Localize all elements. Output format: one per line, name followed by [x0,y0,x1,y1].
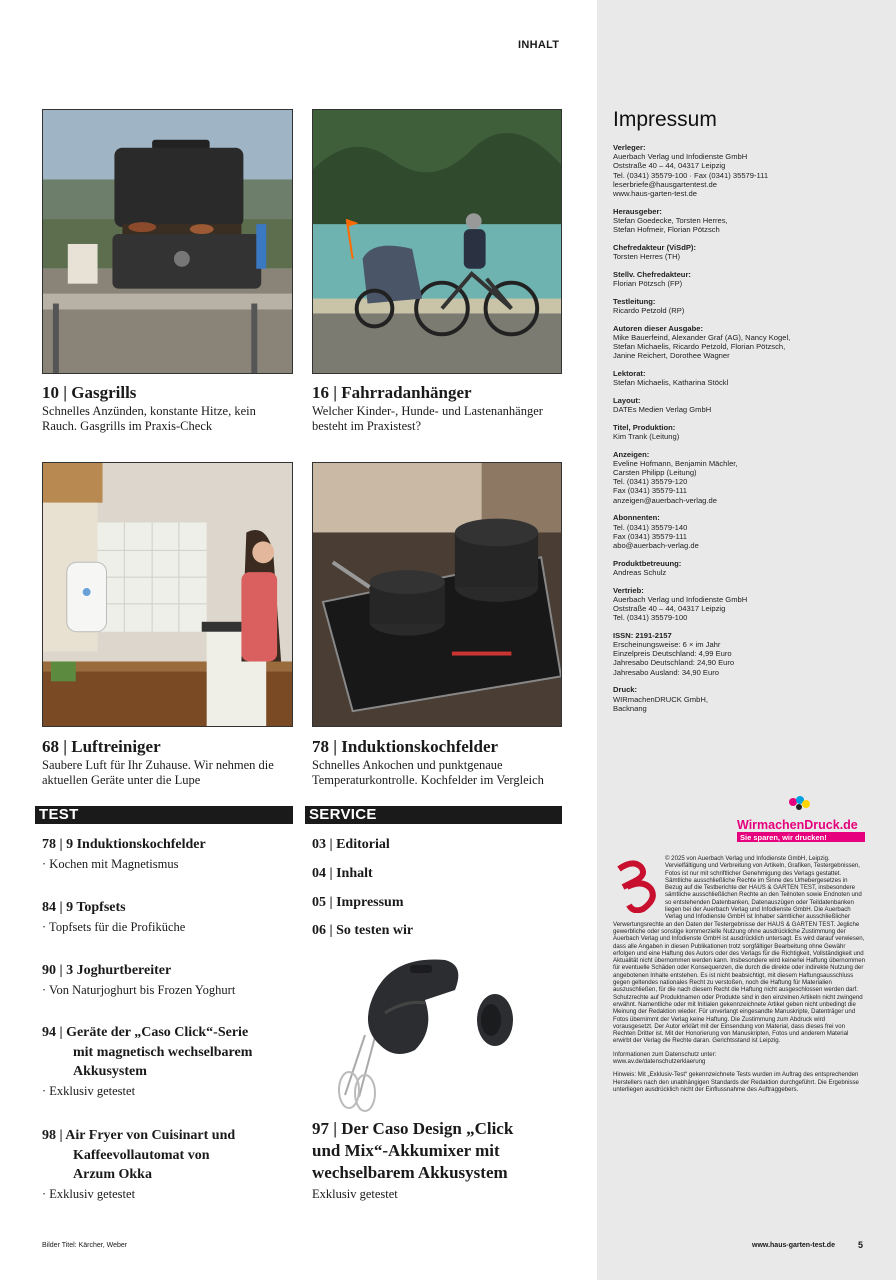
impressum-stellv-chefredakteur [613,270,873,288]
mixer-title-line: wechselbarem Akkusystem [312,1163,508,1182]
impressum-layout [613,396,873,414]
impressum-label: Layout: [613,395,641,405]
impressum-label: Anzeigen: [613,449,650,459]
mixer-desc: Exklusiv getestet [312,1187,398,1201]
impressum-value: Erscheinungsweise: 6 × im Jahr Einzelpreis Deutschland: 4,99 Euro Jahresabo Deutschland: 24,90 Euro Jahresabo Ausland: 34,90 Euro [613,640,735,677]
feature-title: 16 | Fahrradanhänger [312,383,472,402]
luftreiniger-photo[interactable] [42,462,293,727]
toc-entry-induktionskochfelder[interactable] [42,835,282,872]
impressum-label: Lektorat: [613,368,646,378]
section-label: INHALT [518,39,560,51]
impressum-testleitung [613,297,873,315]
impressum-value: Auerbach Verlag und Infodienste GmbH Oststraße 40 – 44, 04317 Leipzig Tel. (0341) 35579-100 [613,594,748,623]
impressum-produktion [613,423,873,441]
feature-title: 68 | Luftreiniger [42,737,161,756]
toc-entry-sub: · Exklusiv getestet [42,1083,136,1098]
mixer-title-line: 97 | Der Caso Design „Click [312,1119,514,1138]
service-entry-inhalt[interactable]: 04 | Inhalt [312,866,373,881]
impressum-issn [613,631,873,677]
impressum-value: Auerbach Verlag und Infodienste GmbH Oststraße 40 – 44, 04317 Leipzig Tel. (0341) 35579-100 · Fax (0341) 35579-111 leserbriefe@hausgartentest.de www.haus-garten-test.de [613,152,769,199]
impressum-label: Verleger: [613,143,646,152]
impressum-herausgeber [613,207,873,235]
toc-entry-sub: · Von Naturjoghurt bis Frozen Yoghurt [42,982,236,997]
impressum-label: Produktbetreuung: [613,558,682,568]
induktionskochfeld-photo[interactable] [312,462,562,727]
impressum-label: Autoren dieser Ausgabe: [613,323,704,333]
toc-entry-sub: · Exklusiv getestet [42,1186,136,1201]
feature-luftreiniger[interactable] [42,737,294,788]
impressum-label: Titel, Produktion: [613,422,676,432]
toc-line: 94 | Geräte der „Caso Click“-Serie [42,1025,249,1040]
impressum-label: Stellv. Chefredakteur: [613,269,691,279]
impressum-label: Chefredakteur (ViSdP): [613,242,696,252]
toc-entry-sub: · Topfsets für die Profiküche [42,919,186,934]
impressum-vertrieb [613,586,873,623]
feature-gasgrills[interactable] [42,383,294,434]
toc-entry-title [42,1023,282,1082]
wirmachendruck-logo [735,796,867,844]
toc-entry-title [42,1126,282,1185]
impressum-value: Andreas Schulz [613,567,667,577]
feature-title: 78 | Induktionskochfelder [312,737,499,756]
feature-induktionskochfelder[interactable] [312,737,564,788]
toc-entry-title: 84 | 9 Topfsets [42,900,126,915]
impressum-value: Kim Trank (Leitung) [613,431,680,441]
service-entry-so-testen-wir[interactable]: 06 | So testen wir [312,923,414,938]
impressum-lektorat [613,369,873,387]
impressum-value: Eveline Hofmann, Benjamin Mächler, Carsten Philipp (Leitung) Tel. (0341) 35579-120 Fax (0341) 35579-111 anzeigen@auerbach-verlag.de [613,458,738,505]
toc-line: mit magnetisch wechselbarem [73,1044,253,1060]
toc-entry-title: 78 | 9 Induktionskochfelder [42,837,206,852]
impressum-value: Stefan Goedecke, Torsten Herres, Stefan Hofmeir, Florian Pötzsch [613,215,728,235]
impressum-verleger [613,143,873,198]
impressum-label: Abonnenten: [613,513,660,523]
toc-entry-joghurtbereiter[interactable] [42,961,282,998]
feature-desc: Schnelles Anzünden, konstante Hitze, kein Rauch. Gasgrills im Praxis-Check [42,404,256,433]
impressum-abonnenten [613,513,873,550]
auerbach-av-logo [613,857,659,913]
druck-logo-slogan: Sie sparen, wir drucken! [740,833,827,842]
copyright-block [613,855,866,1099]
service-section-heading: SERVICE [305,806,562,824]
feature-desc: Saubere Luft für Ihr Zuhause. Wir nehmen die aktuellen Geräte unter die Lupe [42,758,274,787]
toc-line: Akkusystem [73,1064,147,1079]
impressum-label: Testleitung: [613,296,656,306]
toc-entry-title: 90 | 3 Joghurtbereiter [42,963,172,978]
impressum-autoren [613,324,873,361]
website-url[interactable]: www.haus-garten-test.de [752,1242,835,1249]
toc-entry-caso-click[interactable] [42,1023,282,1099]
toc-line: 98 | Air Fryer von Cuisinart und [42,1128,236,1143]
impressum-value: Mike Bauerfeind, Alexander Graf (AG), Nancy Kogel, Stefan Michaelis, Ricardo Petzold, Florian Pötzsch, Janine Reichert, Dorothee Wagner [613,332,791,361]
hinweis-text: Hinweis: Mit „Exklusiv-Test“ gekennzeichnete Tests wurden im Auftrag des entsprechenden Herstellers nach den unabhängigen Standards der Redaktion durchgeführt. Die Ergebnisse unterliegen ausdrücklich nicht der Einflussnahme des Auftraggebers. [613,1071,859,1093]
mixer-title [312,1118,562,1184]
impressum-produktbetreuung [613,559,873,577]
impressum-value: WIRmachenDRUCK GmbH, Backnang [613,694,708,713]
toc-entry-caso-akkumixer[interactable] [312,1118,562,1202]
mixer-title-line: und Mix“-Akkumixer mit [312,1141,500,1160]
feature-fahrradanhaenger[interactable] [312,383,564,434]
gasgrill-photo[interactable] [42,109,293,374]
feature-desc: Schnelles Ankochen und punktgenaue Temperaturkontrolle. Kochfelder im Vergleich [312,758,544,787]
impressum-value: Tel. (0341) 35579-140 Fax (0341) 35579-111 abo@auerbach-verlag.de [613,522,699,550]
impressum-value: Ricardo Petzold (RP) [613,305,685,315]
akkumixer-photo[interactable] [325,945,525,1115]
feature-title: 10 | Gasgrills [42,383,137,402]
toc-line: Arzum Okka [73,1167,152,1182]
impressum-anzeigen [613,450,873,505]
datenschutz-text: Informationen zum Datenschutz unter: www.av.de/datenschutzerklaerung [613,1050,717,1066]
impressum-value: DATEs Medien Verlag GmbH [613,404,712,414]
impressum-label: Druck: [613,685,638,695]
feature-desc: Welcher Kinder-, Hunde- und Lastenanhänger besteht im Praxistest? [312,404,543,433]
toc-entry-sub: · Kochen mit Magnetismus [42,856,179,871]
impressum-title: Impressum [613,108,717,131]
impressum-value: Torsten Herres (TH) [613,252,681,262]
service-entry-impressum[interactable]: 05 | Impressum [312,895,404,910]
impressum-value: Florian Pötzsch (FP) [613,278,683,288]
impressum-druck [613,685,873,713]
impressum-list [613,143,873,721]
impressum-label: Vertrieb: [613,585,644,595]
druck-logo-name: WirmachenDruck.de [737,818,858,832]
toc-entry-topfsets[interactable] [42,898,282,935]
toc-line: Kaffeevollautomat von [73,1147,210,1163]
copyright-text: © 2025 von Auerbach Verlag und Infodienste GmbH, Leipzig. Vervielfältigung und Verbreitung von Artikeln, Grafiken, Testergebnissen, Fotos ist nur mit schriftlicher Genehmigung des Verlags gestattet. Sämtliche ausschließliche Rechte im Sinne des Urhebergesetzes in Bezug auf die Testberichte der HAUS & GARTEN TEST, insbesondere sämtliche ausschließlichen Rechte an den Teilnoten sowie Endnoten und so entstehenden Datenbanken, Datenauszügen oder Teildatenbanken liegen bei der Auerbach Verlag und Infodienste GmbH. Die Auerbach Verlag und Infodienste GmbH ist Inhaber sämtlicher ausschließlicher Verwertungsrechte an den Daten der Testergebnisse der HAUS & GARTEN TEST. Jegliche gewerbliche oder sonstige kommerzielle Nutzung ohne ausdrückliche Zustimmung der Auerbach Verlag und Infodienste GmbH ist ausdrücklich untersagt. Es wird darauf verwiesen, dass alle Angaben in diesen Publikationen trotz sorgfältiger Bearbeitung ohne Gewähr erfolgen und eine Haftung des Autors oder des Verlags für die Richtigkeit, Vollständigkeit und Aktualität nicht übernommen werden kann. Insbesondere wird keinerlei Haftung übernommen für eventuelle Schäden oder Konsequenzen, die durch die direkte oder indirekte Nutzung der angebotenen Inhalte entstehen. Es ist nicht beabsichtigt, mit diesem Haftungsausschluss gegen geltendes nationales Recht zu verstoßen, noch die Haftung für Materialien auszuschließen, für die nach diesem Recht die Haftung nicht ausgeschlossen werden darf. Schutzrechte auf Produktnamen oder Produkte sind in den einzelnen Artikeln nicht zwingend erwähnt. Namentliche oder mit Initialen gekennzeichnete Artikel geben nicht unbedingt die Meinung der Redaktion wieder. Für unverlangt eingesandte Manuskripte, Datenträger und Fotos übernimmt der Verlag keine Haftung. Die Zustimmung zum Abdruck wird vorausgesetzt. Der Autor erklärt mit der Einsendung von Material, dass dieses frei von Rechten Dritter ist. Mit der Honorierung von Manuskripten, Fotos und anderem Material erwirbt der Verlag die Rechte daran. Gerichtsstand ist Leipzig. [613,855,866,1045]
toc-entry-air-fryer[interactable] [42,1126,282,1202]
impressum-label: ISSN: 2191-2157 [613,630,672,640]
test-section-heading: TEST [35,806,293,824]
photo-credit: Bilder Titel: Kärcher, Weber [42,1242,128,1249]
service-entry-editorial[interactable]: 03 | Editorial [312,837,390,852]
impressum-chefredakteur [613,243,873,261]
impressum-label: Herausgeber: [613,206,662,216]
page-number: 5 [858,1240,864,1250]
impressum-value: Stefan Michaelis, Katharina Stöckl [613,378,729,388]
fahrradanhaenger-photo[interactable] [312,109,562,374]
